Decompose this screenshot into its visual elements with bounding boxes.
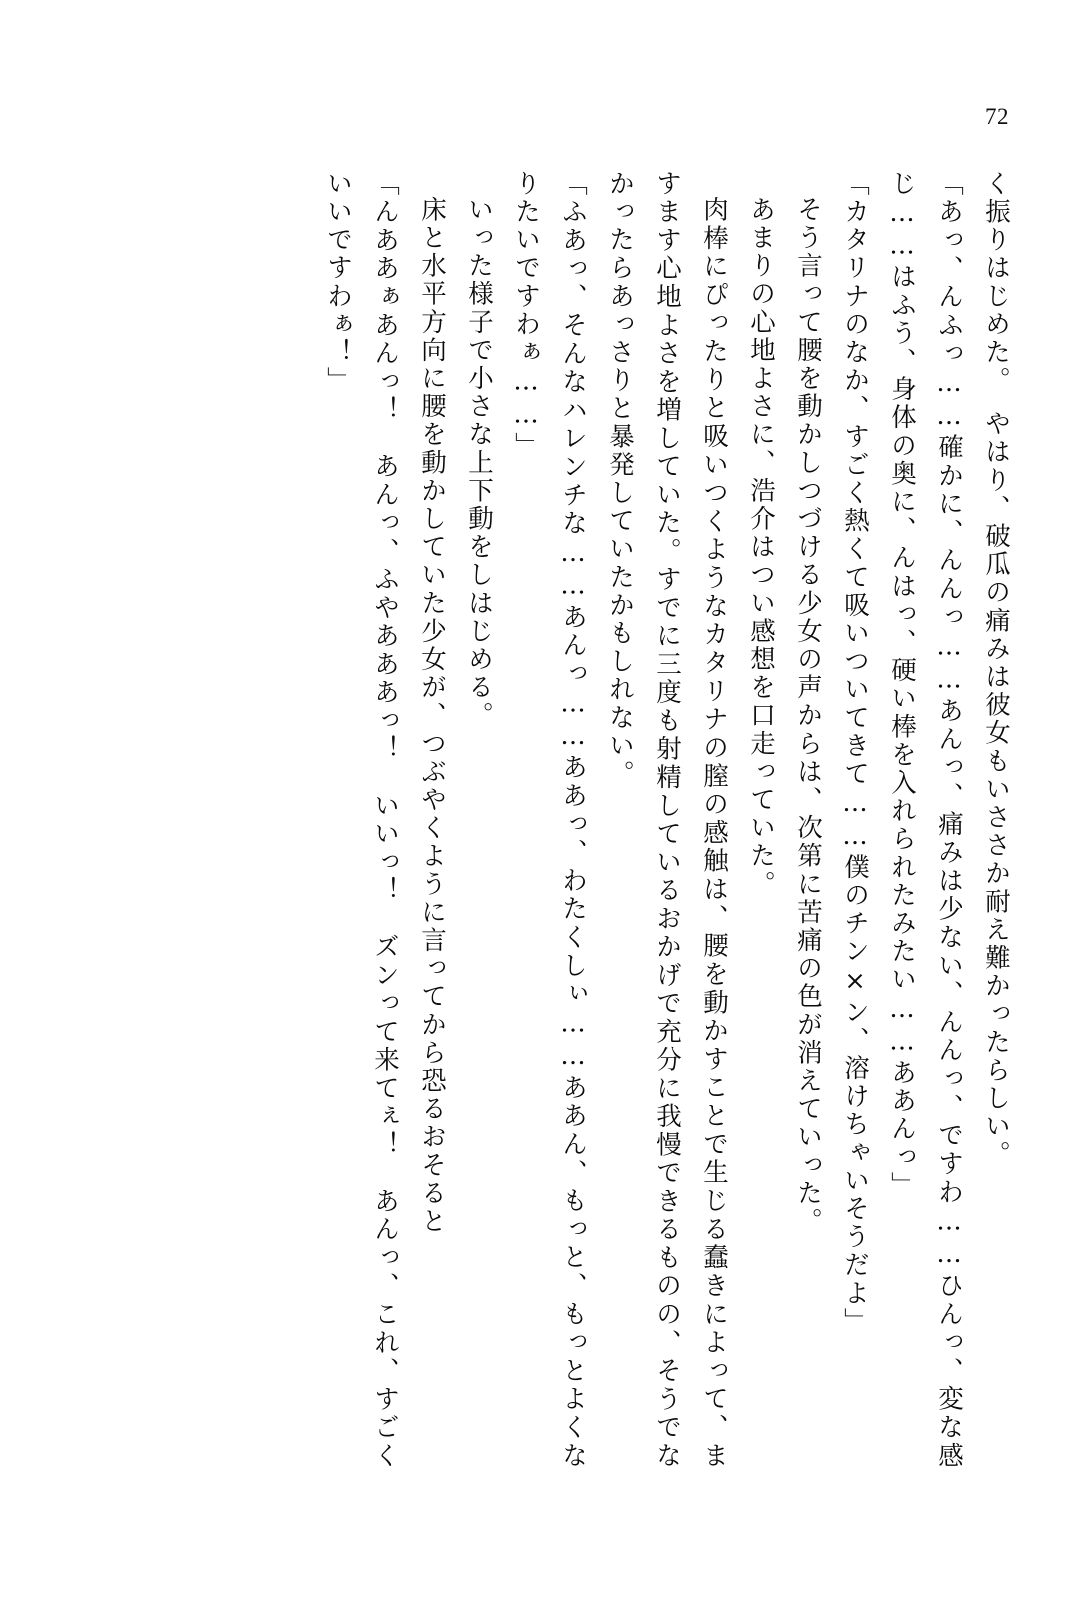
paragraph: く振りはじめた。 やはり、破瓜の痛みは彼女もいささか耐え難かったらしい。 xyxy=(981,170,1011,1169)
paragraph: 「ふあっ、そんなハレンチな……あんっ……ああっ、わたくしぃ……ああん、もっと、もっとよくなりたいですわぁ……」 xyxy=(511,170,588,1470)
paragraph: 「あっ、んふっ……確かに、んんっ……あんっ、痛みは少ない、んんっ、ですわ……ひんっ、変な感じ……はふう、身体の奥に、んはっ、硬い棒を入れられたみたい……ああんっ」 xyxy=(887,170,964,1470)
page-number: 72 xyxy=(985,104,1009,129)
paragraph: 肉棒にぴったりと吸いつくようなカタリナの膣の感触は、腰を動かすことで生じる蠢きによって、ますます心地よさを増していた。すでに三度も射精しているおかげで充分に我慢できるものの、そうでなかったらあっさりと暴発していたかもしれない。 xyxy=(605,170,729,1470)
body-text-block xyxy=(139,170,1019,1470)
paragraph: あまりの心地よさに、浩介はつい感想を口走っていた。 xyxy=(746,196,776,899)
paragraph: 床と水平方向に腰を動かしていた少女が、つぶやくように言ってから恐るおそると xyxy=(417,196,447,1236)
paragraph: 「カタリナのなか、すごく熱くて吸いついてきて……僕のチン×ン、溶けちゃいそうだよ」 xyxy=(840,170,870,1336)
paragraph: 「んああぁあんっ！ あんっ、ふやあああっ！ いいっ！ ズンって来てぇ！ あんっ、これ、すごくいいですわぁ！」 xyxy=(323,170,400,1470)
paragraph: そう言って腰を動かしつづける少女の声からは、次第に苦痛の色が消えていった。 xyxy=(793,196,823,1236)
paragraph: いった様子で小さな上下動をしはじめる。 xyxy=(464,196,494,730)
